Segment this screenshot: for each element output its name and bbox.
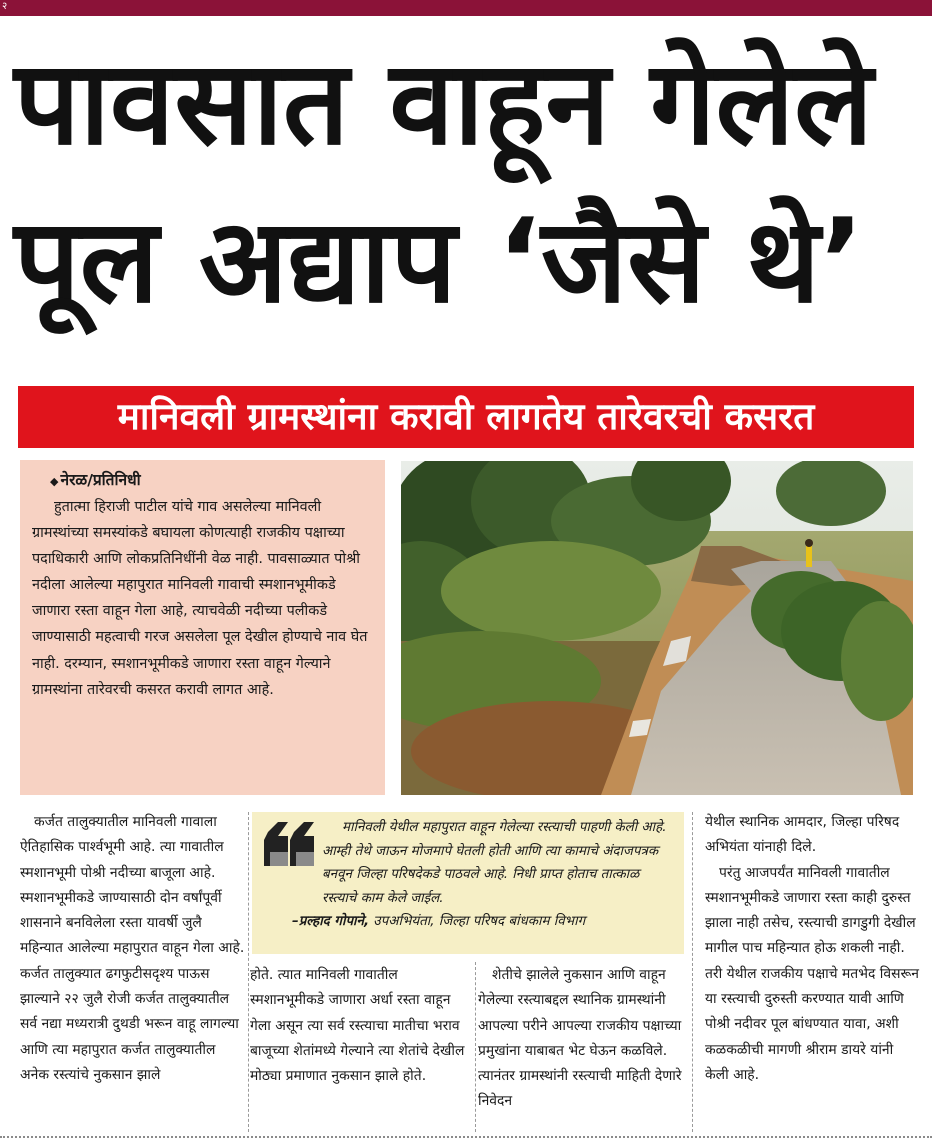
news-photo <box>401 461 913 795</box>
headline-line-2: पूल अद्याप ‘जैसे थे’ <box>14 194 865 329</box>
column-divider <box>248 812 249 1132</box>
washed-out-road-photo <box>401 461 913 795</box>
quote-mark-icon <box>262 822 318 892</box>
byline-text: नेरळ/प्रतिनिधी <box>60 471 141 489</box>
body-column-1 <box>20 810 248 1088</box>
column-divider <box>475 962 476 1132</box>
quote-attribution <box>292 910 674 934</box>
body-paragraph: परंतु आजपर्यंत मानिवली गावातील स्मशानभूमीकडे जाणारा रस्ता काही दुरुस्त झाला नाही तसेच, रस्त्याची डागडुगी देखील मागील पाच महिन्यात होऊ शकली नाही. तरी येथील राजकीय पक्षाचे मतभेद विसरून या रस्त्याची दुरुस्ती करण्यात यावी आणि पोश्री नदीवर पूल बांधण्यात यावा, अशी कळकळीची मागणी श्रीराम डायरे यांनी केली आहे. <box>705 864 919 1083</box>
diamond-bullet-icon: ◆ <box>50 475 59 488</box>
intro-box <box>20 460 385 795</box>
page-number: २ <box>2 1 8 12</box>
quote-designation: उपअभियंता, जिल्हा परिषद बांधकाम विभाग <box>369 914 586 929</box>
bottom-rule <box>0 1136 932 1138</box>
column-divider <box>692 812 693 1132</box>
body-paragraph: होते. त्यात मानिवली गावातील स्मशानभूमीकडे जाणारा अर्धा रस्ता वाहून गेला असून त्या सर्व रस्त्याचा मातीचा भराव बाजूच्या शेतांमध्ये गेल्याने त्या शेतांचे देखील मोठ्या प्रमाणात नुकसान झाले होते. <box>250 967 465 1085</box>
top-color-bar <box>0 0 932 16</box>
body-column-4 <box>705 810 920 1088</box>
quote-author: –प्रल्हाद गोपाने, <box>292 914 370 929</box>
intro-paragraph: हुतात्मा हिराजी पाटील यांचे गाव असलेल्या मानिवली ग्रामस्थांच्या समस्यांकडे बघायला कोणत्याही राजकीय पक्षाच्या पदाधिकारी आणि लोकप्रतिनिधींनी वेळ नाही. पावसाळ्यात पोश्री नदीला आलेल्या महापुरात मानिवली गावाची स्मशानभूमीकडे जाणारा रस्ता वाहून गेला आहे, त्याचवेळी नदीच्या पलीकडे जाण्यासाठी महत्वाची गरज असलेला पूल देखील होण्याचे नाव घेत नाही. दरम्यान, स्मशानभूमीकडे जाणारा रस्ता वाहून गेल्याने ग्रामस्थांना तारेवरची कसरत करावी लागत आहे. <box>32 499 368 698</box>
body-column-3 <box>478 963 684 1115</box>
quote-box <box>252 812 684 954</box>
quote-text: मानिवली येथील महापुरात वाहून गेलेल्या रस्त्याची पाहणी केली आहे. आम्ही तेथे जाऊन मोजमापे घेतली होती आणि त्या कामाचे अंदाजपत्रक बनवून जिल्हा परिषदेकडे पाठवले आहे. निधी प्राप्त होताच तात्काळ रस्त्याचे काम केले जाईल. <box>322 820 667 906</box>
body-paragraph: शेतीचे झालेले नुकसान आणि वाहून गेलेल्या रस्त्याबद्दल स्थानिक ग्रामस्थांनी आपल्या परीने आपल्या राजकीय पक्षाच्या प्रमुखांना याबाबत भेट घेऊन कळविले. त्यानंतर ग्रामस्थांनी रस्त्याची माहिती देणारे निवेदन <box>478 967 682 1110</box>
headline-line-1: पावसात वाहून गेलेले <box>14 36 873 171</box>
body-paragraph: येथील स्थानिक आमदार, जिल्हा परिषद अभियंता यांनाही दिले. <box>705 814 900 856</box>
subheadline-banner: मानिवली ग्रामस्थांना करावी लागतेय तारेवरची कसरत <box>18 386 914 448</box>
body-paragraph: कर्जत तालुक्यातील मानिवली गावाला ऐतिहासिक पार्श्वभूमी आहे. त्या गावातील स्मशानभूमी पोश्री नदीच्या बाजूला आहे. स्मशानभूमीकडे जाण्यासाठी दोन वर्षांपूर्वी शासनाने बनविलेला रस्ता यावर्षी जुलै महिन्यात आलेल्या महापुरात वाहून गेला आहे. कर्जत तालुक्यात ढगफुटीसदृश्य पाऊस झाल्याने २२ जुलै रोजी कर्जत तालुक्यातील सर्व नद्या मध्यरात्री दुथडी भरून वाहू लागल्या आणि त्या महापुरात कर्जत तालुक्यातील अनेक रस्त्यांचे नुकसान झाले <box>20 814 245 1083</box>
byline <box>32 468 373 494</box>
body-column-2 <box>250 963 472 1089</box>
